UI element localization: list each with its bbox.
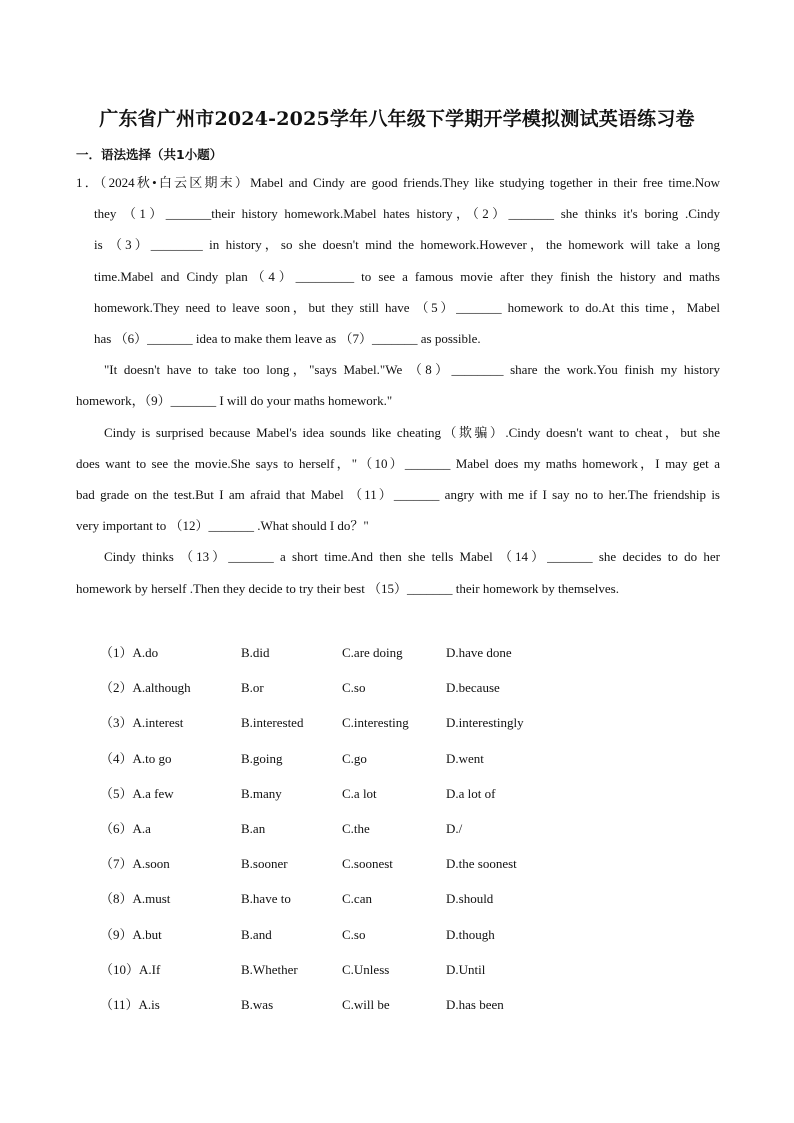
option-b: B.have to [241, 891, 291, 906]
option-c: C.the [342, 821, 370, 836]
option-b: B.sooner [241, 856, 288, 871]
option-c: C.are doing [342, 645, 403, 660]
option-a: （4）A.to go [100, 751, 172, 766]
option-d: D.interestingly [446, 715, 524, 730]
option-d: D.a lot of [446, 786, 496, 801]
passage-line: does want to see the movie.She says to herself，"（10）_______ Mabel does my maths homework，I may get a [76, 456, 720, 471]
passage-line: very important to （12）_______ .What should I do？" [76, 518, 369, 533]
option-a: （11）A.is [100, 997, 160, 1012]
option-d: D.Until [446, 962, 486, 977]
option-c: C.so [342, 927, 366, 942]
option-b: B.going [241, 751, 283, 766]
option-a: （6）A.a [100, 821, 151, 836]
option-d: D.went [446, 751, 484, 766]
passage-line: homework，（9）_______ I will do your maths homework." [76, 393, 393, 408]
option-d: D.should [446, 891, 494, 906]
option-a: （1）A.do [100, 645, 159, 660]
option-b: B.many [241, 786, 282, 801]
option-d: D.have done [446, 645, 512, 660]
option-d: D.because [446, 680, 500, 695]
option-b: B.interested [241, 715, 304, 730]
option-d: D.has been [446, 997, 504, 1012]
page-title: 广东省广州市2024-2025学年八年级下学期开学模拟测试英语练习卷 [99, 108, 695, 130]
option-c: C.go [342, 751, 367, 766]
option-d: D.though [446, 927, 495, 942]
option-c: C.Unless [342, 962, 390, 977]
option-b: B.and [241, 927, 272, 942]
option-d: D.the soonest [446, 856, 517, 871]
option-a: （3）A.interest [100, 715, 184, 730]
option-b: B.did [241, 645, 270, 660]
option-b: B.or [241, 680, 264, 695]
option-c: C.can [342, 891, 372, 906]
passage-line: Cindy thinks （13）_______ a short time.And then she tells Mabel （14）_______ she decides to do her [104, 549, 720, 564]
section-heading: 一．语法选择（共1小题） [76, 147, 223, 162]
option-b: B.an [241, 821, 266, 836]
option-c: C.a lot [342, 786, 377, 801]
option-a: （9）A.but [100, 927, 162, 942]
passage-line: time.Mabel and Cindy plan（4）_________ to see a famous movie after they finish the history and maths [94, 269, 720, 284]
option-c: C.interesting [342, 715, 409, 730]
option-b: B.Whether [241, 962, 298, 977]
option-d: D./ [446, 821, 463, 836]
option-a: （2）A.although [100, 680, 191, 695]
option-a: （5）A.a few [100, 786, 174, 801]
passage-line: "It doesn't have to take too long，"says Mabel."We （8）________ share the work.You finish my history [104, 362, 720, 377]
passage-line: 1．（2024秋•白云区期末）Mabel and Cindy are good friends.They like studying together in their free time.Now [76, 175, 720, 190]
option-c: C.so [342, 680, 366, 695]
passage-line: homework by herself .Then they decide to try their best （15）_______ their homework by themselves. [76, 581, 619, 596]
passage-line: has （6）_______ idea to make them leave as （7）_______ as possible. [94, 331, 481, 346]
option-a: （8）A.must [100, 891, 171, 906]
passage-line: Cindy is surprised because Mabel's idea sounds like cheating（欺骗）.Cindy doesn't want to cheat，but she [104, 425, 720, 440]
option-c: C.soonest [342, 856, 393, 871]
passage-line: bad grade on the test.But I am afraid that Mabel （11）_______ angry with me if I say no to her.The friendship is [76, 487, 720, 502]
option-a: （7）A.soon [100, 856, 170, 871]
passage-line: they （1）_______their history homework.Mabel hates history，（2）_______ she thinks it's boring .Cindy [94, 206, 720, 221]
passage-line: is （3）________ in history，so she doesn't mind the homework.However，the homework will take a long [94, 237, 720, 252]
option-c: C.will be [342, 997, 390, 1012]
option-b: B.was [241, 997, 274, 1012]
option-a: （10）A.If [100, 962, 161, 977]
passage-line: homework.They need to leave soon，but they still have （5）_______ homework to do.At this time，Mabel [94, 300, 720, 315]
